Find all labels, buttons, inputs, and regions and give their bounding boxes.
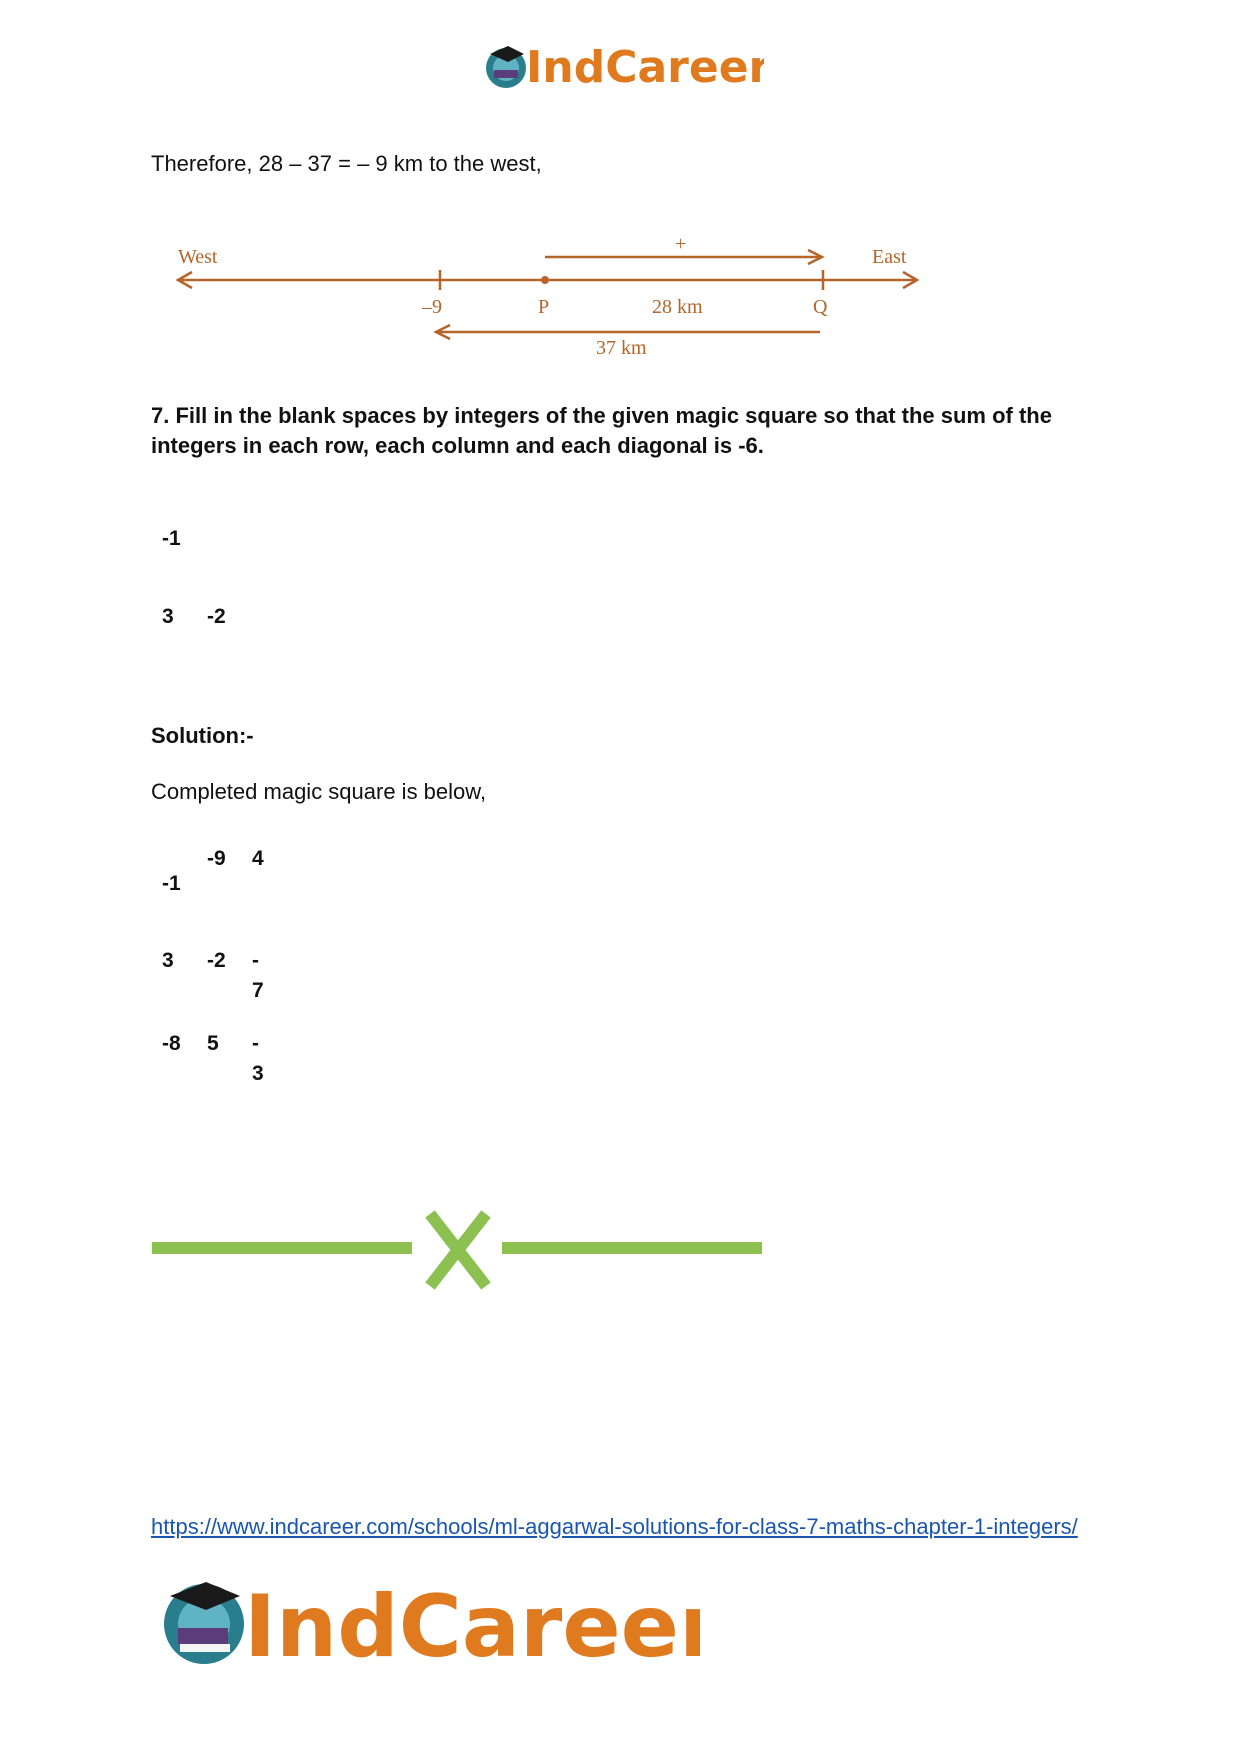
completed-cell-r2c3-sign: - bbox=[252, 949, 259, 972]
completed-cell-r1c2: -9 bbox=[207, 847, 226, 870]
p-label: P bbox=[538, 296, 550, 318]
completed-cell-r2c2: -2 bbox=[207, 949, 226, 972]
source-url-link[interactable]: https://www.indcareer.com/schools/ml-aggarwal-solutions-for-class-7-maths-chapter-1-integers/ bbox=[151, 1514, 1078, 1539]
graduation-globe-icon bbox=[486, 46, 526, 88]
footer-logo-text: IndCareer bbox=[244, 1577, 700, 1670]
number-line-diagram bbox=[170, 226, 930, 366]
header-logo-text: IndCareer bbox=[526, 42, 764, 92]
back-distance-label: 37 km bbox=[596, 337, 647, 359]
given-cell-r2c2: -2 bbox=[207, 605, 226, 628]
footer-logo bbox=[160, 1570, 700, 1670]
header-logo bbox=[484, 40, 764, 92]
completed-cell-r2c3-digit: 7 bbox=[252, 979, 264, 1002]
plus-label: + bbox=[675, 233, 687, 255]
completed-cell-r3c3-sign: - bbox=[252, 1032, 259, 1055]
pq-distance-label: 28 km bbox=[652, 296, 703, 318]
completed-cell-r3c1: -8 bbox=[162, 1032, 181, 1055]
minus9-label: –9 bbox=[422, 296, 442, 318]
given-cell-r1c1: -1 bbox=[162, 527, 181, 550]
solution-intro: Completed magic square is below, bbox=[151, 779, 487, 804]
west-label: West bbox=[178, 246, 218, 268]
question-text: 7. Fill in the blank spaces by integers of the given magic square so that the sum of the integers in each row, each column and each diagonal is -6. bbox=[151, 403, 1052, 458]
completed-cell-r2c1: 3 bbox=[162, 949, 174, 972]
completed-cell-r1c1: -1 bbox=[162, 872, 181, 895]
east-label: East bbox=[872, 246, 907, 268]
q-label: Q bbox=[813, 296, 828, 318]
intro-text: Therefore, 28 – 37 = – 9 km to the west, bbox=[151, 151, 542, 176]
solution-heading: Solution:- bbox=[151, 723, 254, 748]
completed-cell-r3c3-digit: 3 bbox=[252, 1062, 264, 1085]
graduation-globe-icon bbox=[164, 1582, 244, 1664]
completed-cell-r3c2: 5 bbox=[207, 1032, 219, 1055]
completed-cell-r1c3: 4 bbox=[252, 847, 264, 870]
given-cell-r2c1: 3 bbox=[162, 605, 174, 628]
section-divider bbox=[152, 1208, 762, 1292]
